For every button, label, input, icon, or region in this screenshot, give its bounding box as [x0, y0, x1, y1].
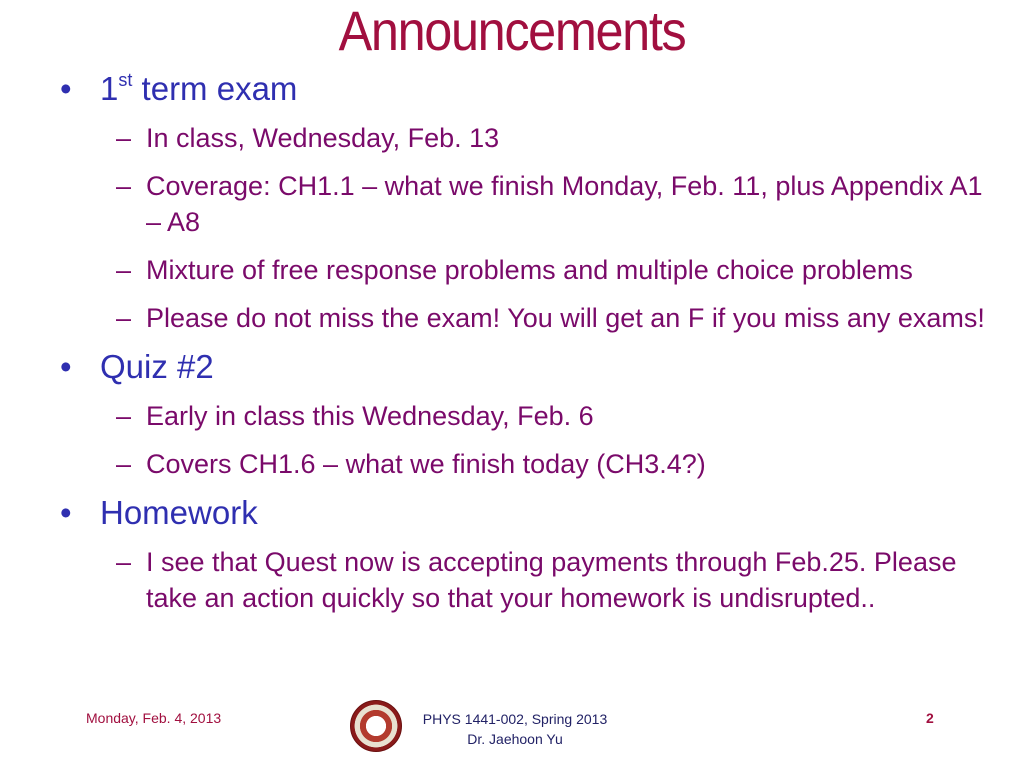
slide-title: Announcements [338, 0, 686, 62]
sub-bullet-text: Please do not miss the exam! You will get an F if you miss any exams! [146, 303, 985, 333]
sub-bullet [60, 252, 990, 288]
bullet-label-rest: term exam [132, 70, 298, 107]
sub-bullet [60, 300, 990, 336]
dash-icon: – [116, 123, 132, 153]
dash-icon: – [116, 401, 132, 431]
dash-icon: – [116, 303, 132, 333]
sub-bullet [60, 544, 990, 616]
bullet-label-sup: st [118, 70, 133, 90]
bullet-label: Homework [100, 494, 258, 531]
bullet-list [60, 70, 990, 616]
sub-bullet-text: I see that Quest now is accepting payments through Feb.25. Please take an action quickly so that your homework is undisrupted.. [146, 547, 957, 613]
sub-bullet [60, 120, 990, 156]
footer-course: PHYS 1441-002, Spring 2013 [422, 711, 608, 727]
sub-bullet [60, 168, 990, 240]
page-number: 2 [926, 710, 934, 726]
university-seal-icon [350, 700, 402, 752]
bullet-icon: • [60, 70, 72, 107]
bullet-first-term-exam [60, 70, 990, 108]
bullet-label-main: 1 [100, 70, 119, 107]
dash-icon: – [116, 449, 132, 479]
sub-bullet-text: In class, Wednesday, Feb. 13 [146, 123, 500, 153]
bullet-homework [60, 494, 990, 532]
footer-date: Monday, Feb. 4, 2013 [86, 710, 222, 726]
bullet-label: Quiz #2 [100, 348, 214, 385]
sub-bullet-text: Coverage: CH1.1 – what we finish Monday, Feb. 11, plus Appendix A1 – A8 [146, 171, 983, 237]
bullet-icon: • [60, 494, 72, 531]
footer-course-info [400, 709, 630, 749]
footer-instructor: Dr. Jaehoon Yu [467, 731, 563, 747]
sub-bullet-text: Mixture of free response problems and multiple choice problems [146, 255, 913, 285]
sub-bullet [60, 398, 990, 434]
sub-bullet-text: Early in class this Wednesday, Feb. 6 [146, 401, 594, 431]
dash-icon: – [116, 171, 132, 201]
bullet-quiz [60, 348, 990, 386]
bullet-icon: • [60, 348, 72, 385]
dash-icon: – [116, 255, 132, 285]
dash-icon: – [116, 547, 132, 577]
sub-bullet-text: Covers CH1.6 – what we finish today (CH3.4?) [146, 449, 706, 479]
sub-bullet [60, 446, 990, 482]
